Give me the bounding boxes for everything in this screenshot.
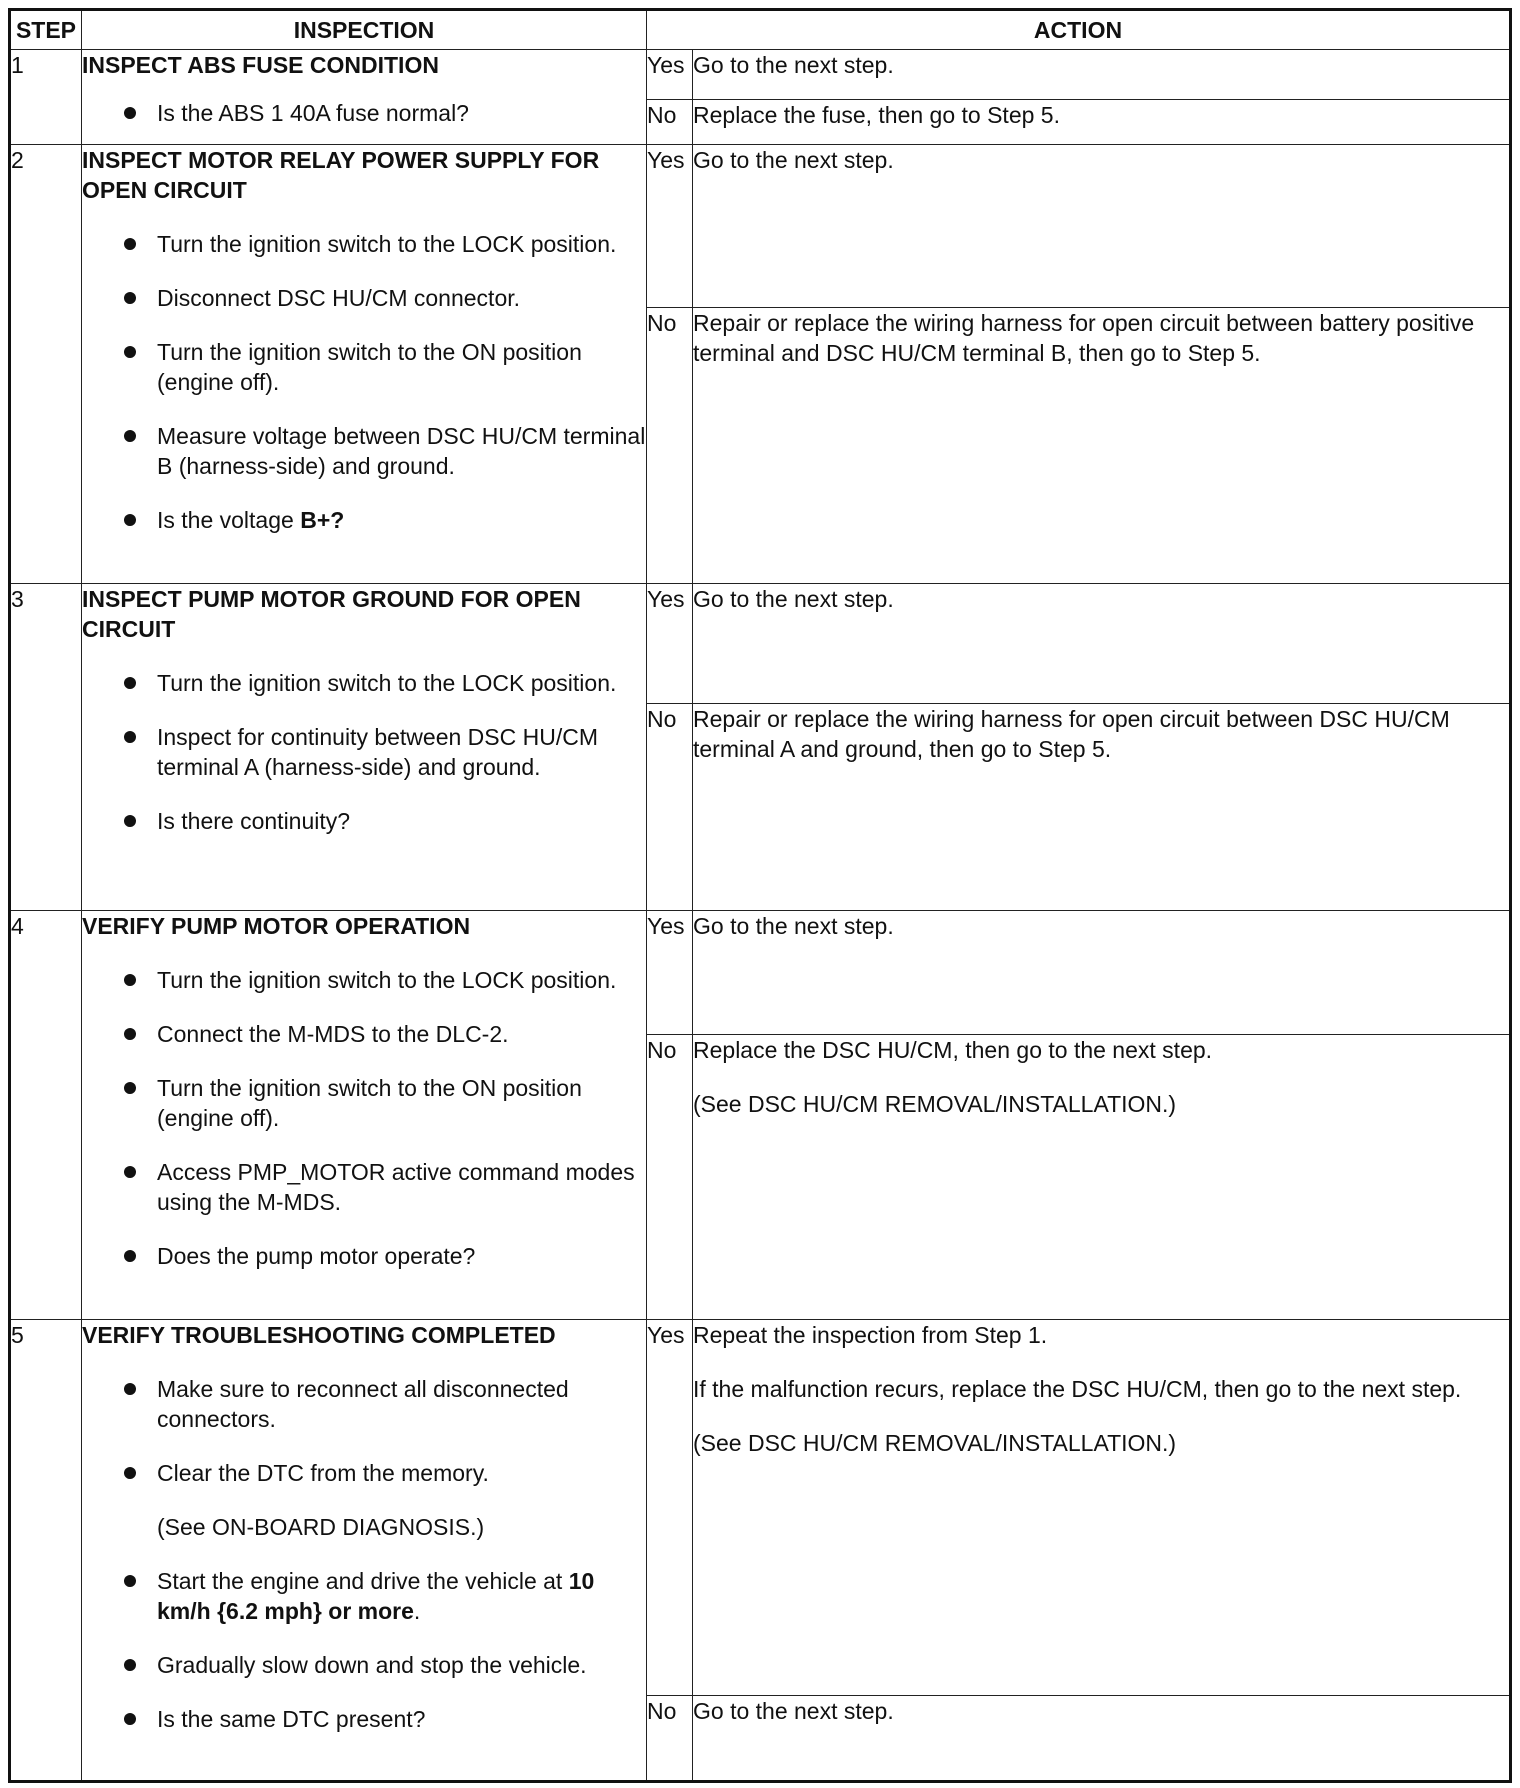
- inspection-bullet: Is the ABS 1 40A fuse normal?: [82, 98, 646, 128]
- inspection-bullet: Connect the M-MDS to the DLC-2.: [82, 1019, 646, 1049]
- step-inspection: [82, 911, 647, 1320]
- bullet-icon: [124, 1713, 136, 1725]
- yes-action: Go to the next step.: [693, 50, 1511, 100]
- inspection-bullet: Start the engine and drive the vehicle at 10 km/h {6.2 mph} or more.: [82, 1566, 646, 1626]
- inspection-bullet: Inspect for continuity between DSC HU/CM terminal A (harness-side) and ground.: [82, 722, 646, 782]
- yes-label: Yes: [647, 50, 693, 100]
- no-action: Replace the fuse, then go to Step 5.: [693, 100, 1511, 145]
- no-action-text: Replace the DSC HU/CM, then go to the next step.: [693, 1037, 1213, 1063]
- step-header: STEP: [10, 10, 82, 50]
- no-action: Repair or replace the wiring harness for open circuit between DSC HU/CM terminal A and ground, then go to Step 5.: [693, 704, 1511, 911]
- troubleshooting-table: [8, 8, 1512, 1783]
- bullet-icon: [124, 731, 136, 743]
- step-number: 1: [10, 50, 82, 145]
- step-1-yes-row: [10, 50, 1511, 100]
- step-title: VERIFY PUMP MOTOR OPERATION: [82, 913, 471, 939]
- inspection-bullet: Turn the ignition switch to the LOCK position.: [82, 965, 646, 995]
- inspection-bullet: Turn the ignition switch to the LOCK position.: [82, 668, 646, 698]
- no-action: Repair or replace the wiring harness for open circuit between battery positive terminal and DSC HU/CM terminal B, then go to Step 5.: [693, 308, 1511, 584]
- step-4-yes-row: [10, 911, 1511, 1035]
- step-inspection: [82, 145, 647, 584]
- no-label: No: [647, 1696, 693, 1782]
- no-label: No: [647, 704, 693, 911]
- yes-label: Yes: [647, 584, 693, 704]
- no-action-note: (See DSC HU/CM REMOVAL/INSTALLATION.): [693, 1091, 1177, 1117]
- inspection-bullet: Turn the ignition switch to the ON position (engine off).: [82, 337, 646, 397]
- step-title: INSPECT PUMP MOTOR GROUND FOR OPEN CIRCUIT: [82, 586, 581, 642]
- yes-action: Go to the next step.: [693, 911, 1511, 1035]
- step-title: VERIFY TROUBLESHOOTING COMPLETED: [82, 1322, 556, 1348]
- no-label: No: [647, 308, 693, 584]
- bullet-icon: [124, 1659, 136, 1671]
- no-label: No: [647, 100, 693, 145]
- bullet-icon: [124, 1383, 136, 1395]
- inspection-bullet: Is the same DTC present?: [82, 1704, 646, 1734]
- inspection-bullet: Access PMP_MOTOR active command modes using the M-MDS.: [82, 1157, 646, 1217]
- inspection-bullet: Clear the DTC from the memory.: [82, 1458, 646, 1488]
- step-2-yes-row: [10, 145, 1511, 308]
- bullet-icon: [124, 974, 136, 986]
- yes-action-note: (See DSC HU/CM REMOVAL/INSTALLATION.): [693, 1430, 1177, 1456]
- inspection-bullet: Measure voltage between DSC HU/CM terminal B (harness-side) and ground.: [82, 421, 646, 481]
- bullet-icon: [124, 1082, 136, 1094]
- inspection-bullet: Turn the ignition switch to the ON position (engine off).: [82, 1073, 646, 1133]
- header-row: [10, 10, 1511, 50]
- inspection-bullet: Gradually slow down and stop the vehicle.: [82, 1650, 646, 1680]
- bullet-icon: [124, 238, 136, 250]
- bullet-icon: [124, 514, 136, 526]
- bullet-icon: [124, 1250, 136, 1262]
- inspection-note: (See ON-BOARD DIAGNOSIS.): [157, 1514, 485, 1540]
- inspection-bullet: Turn the ignition switch to the LOCK position.: [82, 229, 646, 259]
- inspection-bullet: Is there continuity?: [82, 806, 646, 836]
- step-title: INSPECT MOTOR RELAY POWER SUPPLY FOR OPEN CIRCUIT: [82, 147, 600, 203]
- yes-action-text: Repeat the inspection from Step 1.: [693, 1322, 1048, 1348]
- yes-action: Go to the next step.: [693, 145, 1511, 308]
- no-label: No: [647, 1035, 693, 1320]
- bullet-icon: [124, 815, 136, 827]
- inspection-bullet: Is the voltage B+?: [82, 505, 646, 535]
- bullet-icon: [124, 1166, 136, 1178]
- inspection-bullet: Does the pump motor operate?: [82, 1241, 646, 1271]
- bullet-icon: [124, 107, 136, 119]
- bullet-icon: [124, 430, 136, 442]
- yes-action: [693, 1320, 1511, 1696]
- step-inspection: [82, 50, 647, 145]
- inspection-bullet: Make sure to reconnect all disconnected connectors.: [82, 1374, 646, 1434]
- bullet-icon: [124, 1575, 136, 1587]
- step-number: 3: [10, 584, 82, 911]
- inspection-bullet: Disconnect DSC HU/CM connector.: [82, 283, 646, 313]
- yes-action: Go to the next step.: [693, 584, 1511, 704]
- step-number: 4: [10, 911, 82, 1320]
- step-5-yes-row: [10, 1320, 1511, 1696]
- step-number: 5: [10, 1320, 82, 1782]
- yes-action-text-2: If the malfunction recurs, replace the DSC HU/CM, then go to the next step.: [693, 1376, 1462, 1402]
- step-3-yes-row: [10, 584, 1511, 704]
- step-title: INSPECT ABS FUSE CONDITION: [82, 52, 439, 78]
- bullet-icon: [124, 346, 136, 358]
- bullet-icon: [124, 1028, 136, 1040]
- inspection-header: INSPECTION: [82, 10, 647, 50]
- bullet-icon: [124, 292, 136, 304]
- step-inspection: [82, 584, 647, 911]
- yes-label: Yes: [647, 1320, 693, 1696]
- no-action: Go to the next step.: [693, 1696, 1511, 1782]
- yes-label: Yes: [647, 911, 693, 1035]
- step-inspection: [82, 1320, 647, 1782]
- step-number: 2: [10, 145, 82, 584]
- no-action: [693, 1035, 1511, 1320]
- bullet-icon: [124, 1467, 136, 1479]
- yes-label: Yes: [647, 145, 693, 308]
- action-header: ACTION: [647, 10, 1511, 50]
- bullet-icon: [124, 677, 136, 689]
